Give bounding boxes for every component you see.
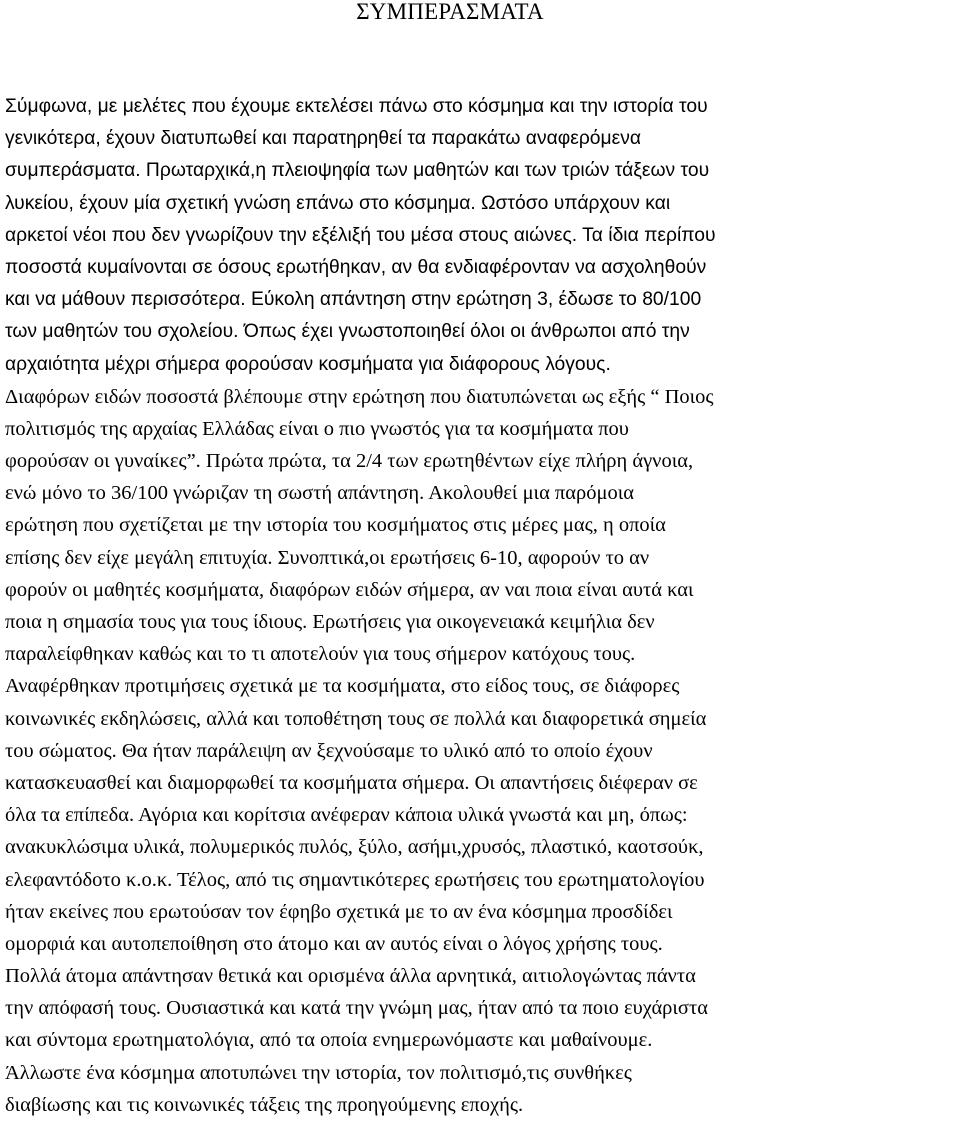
body-text [5,91,955,1121]
text-line: την απόφασή τους. Ουσιαστικά και κατά την γνώμη μας, ήταν από τα ποιο ευχάριστα [5,997,708,1020]
text-line: ομορφιά και αυτοπεποίθηση στο άτομο και αν αυτός είναι ο λόγος χρήσης τους. [5,932,663,955]
text-line: των μαθητών του σχολείου. Όπως έχει γνωστοποιηθεί όλοι οι άνθρωποι από την [5,321,690,343]
text-line: συμπεράσματα. Πρωταρχικά,η πλειοψηφία των μαθητών και των τριών τάξεων του [5,160,710,182]
text-line: φορούν οι μαθητές κοσμήματα, διαφόρων ειδών σήμερα, αν ναι ποια είναι αυτά και [5,578,694,601]
text-line: ήταν εκείνες που ερωτούσαν τον έφηβο σχετικά με το αν ένα κόσμημα προσδίδει [5,900,673,923]
text-line: Πολλά άτομα απάντησαν θετικά και ορισμένα άλλα αρνητικά, αιτιολογώντας πάντα [5,965,696,988]
text-line: Διαφόρων ειδών ποσοστά βλέπουμε στην ερώτηση που διατυπώνεται ως εξής “ Ποιος [5,385,714,408]
text-line: επίσης δεν είχε μεγάλη επιτυχία. Συνοπτικά,οι ερωτήσεις 6-10, αφορούν το αν [5,546,650,569]
text-line: Αναφέρθηκαν προτιμήσεις σχετικά με τα κοσμήματα, στο είδος τους, σε διάφορες [5,675,680,698]
text-line: Σύμφωνα, με μελέτες που έχουμε εκτελέσει πάνω στο κόσμημα και την ιστορία του [5,96,708,117]
text-line: του σώματος. Θα ήταν παράλειψη αν ξεχνούσαμε το υλικό από το οποίο έχουν [5,739,653,762]
text-line: ανακυκλώσιμα υλικά, πολυμερικός πυλός, ξύλο, ασήμι,χρυσός, πλαστικό, καοτσούκ, [5,836,704,859]
text-line: λυκείου, έχουν μία σχετική γνώση επάνω στο κόσμημα. Ωστόσο υπάρχουν και [5,192,671,214]
text-line: όλα τα επίπεδα. Αγόρια και κορίτσια ανέφεραν κάποια υλικά γνωστά και μη, όπως: [5,804,688,827]
page-title: ΣΥΜΠΕΡΑΣΜΑΤΑ [356,0,544,24]
text-line: κοινωνικές εκδηλώσεις, αλλά και τοποθέτηση τους σε πολλά και διαφορετικά σημεία [5,707,707,730]
text-line: Άλλωστε ένα κόσμημα αποτυπώνει την ιστορία, τον πολιτισμό,τις συνθήκες [5,1061,632,1084]
text-line: αρχαιότητα μέχρι σήμερα φορούσαν κοσμήματα για διάφορους λόγους. [5,353,611,375]
text-line: ποσοστά κυμαίνονται σε όσους ερωτήθηκαν, αν θα ενδιαφέρονταν να ασχοληθούν [5,256,707,278]
text-line: πολιτισμός της αρχαίας Ελλάδας είναι ο πιο γνωστός για τα κοσμήματα που [5,417,629,440]
text-line: διαβίωσης και τις κοινωνικές τάξεις της προηγούμενης εποχής. [5,1093,524,1116]
text-line: και σύντομα ερωτηματολόγια, από τα οποία ενημερωνόμαστε και μαθαίνουμε. [5,1029,653,1052]
text-line: ενώ μόνο το 36/100 γνώριζαν τη σωστή απάντηση. Ακολουθεί μια παρόμοια [5,482,635,505]
text-line: ελεφαντόδοτο κ.ο.κ. Τέλος, από τις σημαντικότερες ερωτήσεις του ερωτηματολογίου [5,868,705,891]
text-line: κατασκευασθεί και διαμορφωθεί τα κοσμήματα σήμερα. Οι απαντήσεις διέφεραν σε [5,771,698,794]
text-line: φορούσαν οι γυναίκες”. Πρώτα πρώτα, τα 2/4 των ερωτηθέντων είχε πλήρη άγνοια, [5,450,694,473]
text-line: και να μάθουν περισσότερα. Εύκολη απάντηση στην ερώτηση 3, έδωσε το 80/100 [5,289,702,311]
text-line: παραλείφθηκαν καθώς και το τι αποτελούν για τους σήμερον κατόχους τους. [5,643,636,666]
text-line: ποια η σημασία τους για τους ίδιους. Ερωτήσεις για οικογενειακά κειμήλια δεν [5,611,655,633]
text-line: ερώτηση που σχετίζεται με την ιστορία του κοσμήματος στις μέρες μας, η οποία [5,514,666,537]
text-line: αρκετοί νέοι που δεν γνωρίζουν την εξέλιξή του μέσα στους αιώνες. Τα ίδια περίπου [5,224,716,246]
text-line: γενικότερα, έχουν διατυπωθεί και παρατηρηθεί τα παρακάτω αναφερόμενα [5,128,642,150]
